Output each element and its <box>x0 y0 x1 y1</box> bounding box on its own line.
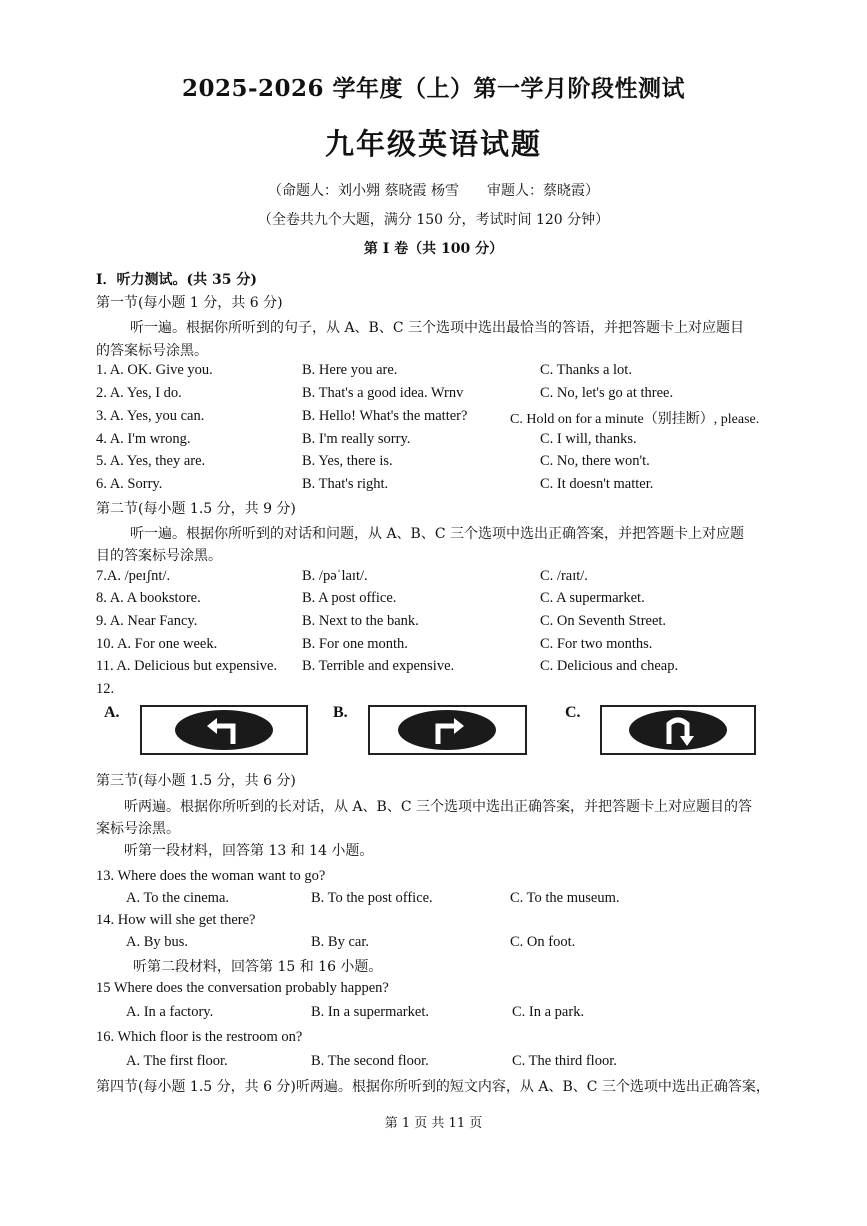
exam-subtitle: 九年级英语试题 <box>324 127 542 161</box>
q10-option-c: C. For two months. <box>540 636 653 652</box>
q5-option-a: 5. A. Yes, they are. <box>96 453 206 469</box>
q12-label-b: B. <box>333 704 348 721</box>
q4-option-b: B. I'm really sorry. <box>302 431 411 447</box>
section3-instruction: 听两遍。根据你所听到的长对话，从 A、B、C 三个选项中选出正确答案，并把答题卡上对应题目的答 <box>124 799 753 815</box>
q5-option-c: C. No, there won't. <box>540 453 650 469</box>
q10-option-b: B. For one month. <box>302 636 408 652</box>
turn-right-sign-icon <box>398 710 496 750</box>
section1-heading: 第一节(每小题 1 分，共 6 分) <box>96 295 283 311</box>
q7-option-a: 7.A. /peɪʃnt/. <box>96 568 171 584</box>
q8-option-c: C. A supermarket. <box>540 590 645 606</box>
q14-question: 14. How will she get there? <box>96 912 256 928</box>
q13-option-b: B. To the post office. <box>311 890 433 906</box>
q15-option-b: B. In a supermarket. <box>311 1004 429 1020</box>
q15-question: 15 Where does the conversation probably happen? <box>96 980 389 996</box>
q11-option-b: B. Terrible and expensive. <box>302 658 455 674</box>
q8-option-a: 8. A. A bookstore. <box>96 590 201 606</box>
q12-sign-a <box>140 705 308 755</box>
q11-option-a: 11. A. Delicious but expensive. <box>96 658 278 674</box>
q10-option-a: 10. A. For one week. <box>96 636 218 652</box>
q16-option-a: A. The first floor. <box>126 1053 228 1069</box>
q2-option-c: C. No, let's go at three. <box>540 385 674 401</box>
exam-info: （全卷共九个大题，满分 150 分，考试时间 120 分钟） <box>257 212 610 228</box>
q9-option-c: C. On Seventh Street. <box>540 613 667 629</box>
q12-sign-b <box>368 705 527 755</box>
q12-number: 12. <box>96 681 115 697</box>
material1-instruction: 听第一段材料，回答第 13 和 14 小题。 <box>124 843 374 859</box>
q7-option-c: C. /raɪt/. <box>540 568 588 584</box>
exam-authors: （命题人：刘小翙 蔡晓霞 杨雪 审题人：蔡晓霞） <box>268 183 599 199</box>
q9-option-b: B. Next to the bank. <box>302 613 419 629</box>
turn-left-sign-icon <box>175 710 273 750</box>
q13-question: 13. Where does the woman want to go? <box>96 868 326 884</box>
q9-option-a: 9. A. Near Fancy. <box>96 613 198 629</box>
section1-instruction: 听一遍。根据你所听到的句子，从 A、B、C 三个选项中选出最恰当的答语，并把答题卡上对应题目 <box>130 320 745 336</box>
u-turn-sign-icon <box>629 710 727 750</box>
q1-option-b: B. Here you are. <box>302 362 398 378</box>
turn-left-arrow-icon <box>175 710 273 750</box>
q3-option-a: 3. A. Yes, you can. <box>96 408 205 424</box>
q2-option-b: B. That's a good idea. Wrnv <box>302 385 464 401</box>
q3-option-c: C. Hold on for a minute（别挂断）, please. <box>510 412 760 427</box>
q14-option-a: A. By bus. <box>126 934 189 950</box>
q6-option-c: C. It doesn't matter. <box>540 476 654 492</box>
volume-label: 第 I 卷（共 100 分） <box>363 241 504 257</box>
q1-option-a: 1. A. OK. Give you. <box>96 362 213 378</box>
q15-option-a: A. In a factory. <box>126 1004 214 1020</box>
q13-option-a: A. To the cinema. <box>126 890 230 906</box>
q8-option-b: B. A post office. <box>302 590 397 606</box>
q12-sign-c <box>600 705 756 755</box>
q14-option-c: C. On foot. <box>510 934 576 950</box>
q16-question: 16. Which floor is the restroom on? <box>96 1029 303 1045</box>
section4-heading: 第四节(每小题 1.5 分，共 6 分)听两遍。根据你所听到的短文内容，从 A、B、C 三个选项中选出正确答案， <box>96 1079 770 1095</box>
section3-instruction-cont: 案标号涂黑。 <box>96 821 180 837</box>
q5-option-b: B. Yes, there is. <box>302 453 393 469</box>
q13-option-c: C. To the museum. <box>510 890 620 906</box>
turn-right-arrow-icon <box>398 710 496 750</box>
q15-option-c: C. In a park. <box>512 1004 585 1020</box>
q3-option-b: B. Hello! What's the matter? <box>302 408 468 424</box>
q6-option-b: B. That's right. <box>302 476 389 492</box>
page-number: 第 1 页 共 11 页 <box>384 1116 483 1131</box>
q11-option-c: C. Delicious and cheap. <box>540 658 679 674</box>
q16-option-b: B. The second floor. <box>311 1053 429 1069</box>
q4-option-c: C. I will, thanks. <box>540 431 637 447</box>
material2-instruction: 听第二段材料，回答第 15 和 16 小题。 <box>133 959 383 975</box>
q7-option-b: B. /pəˈlaɪt/. <box>302 568 368 584</box>
q4-option-a: 4. A. I'm wrong. <box>96 431 191 447</box>
section2-instruction: 听一遍。根据你所听到的对话和问题，从 A、B、C 三个选项中选出正确答案，并把答题卡上对应题 <box>130 526 745 542</box>
q1-option-c: C. Thanks a lot. <box>540 362 632 378</box>
q14-option-b: B. By car. <box>311 934 369 950</box>
section3-heading: 第三节(每小题 1.5 分，共 6 分) <box>96 773 296 789</box>
u-turn-arrow-icon <box>629 710 727 750</box>
section2-heading: 第二节(每小题 1.5 分，共 9 分) <box>96 501 296 517</box>
exam-title: 2025-2026 学年度（上）第一学月阶段性测试 <box>181 75 686 102</box>
section2-instruction-cont: 目的答案标号涂黑。 <box>96 548 222 564</box>
section1-instruction-cont: 的答案标号涂黑。 <box>96 343 208 359</box>
q6-option-a: 6. A. Sorry. <box>96 476 163 492</box>
q2-option-a: 2. A. Yes, I do. <box>96 385 182 401</box>
q12-label-c: C. <box>565 704 581 721</box>
part1-heading: I．听力测试。(共 35 分) <box>96 272 258 288</box>
q16-option-c: C. The third floor. <box>512 1053 617 1069</box>
q12-label-a: A. <box>104 704 120 721</box>
